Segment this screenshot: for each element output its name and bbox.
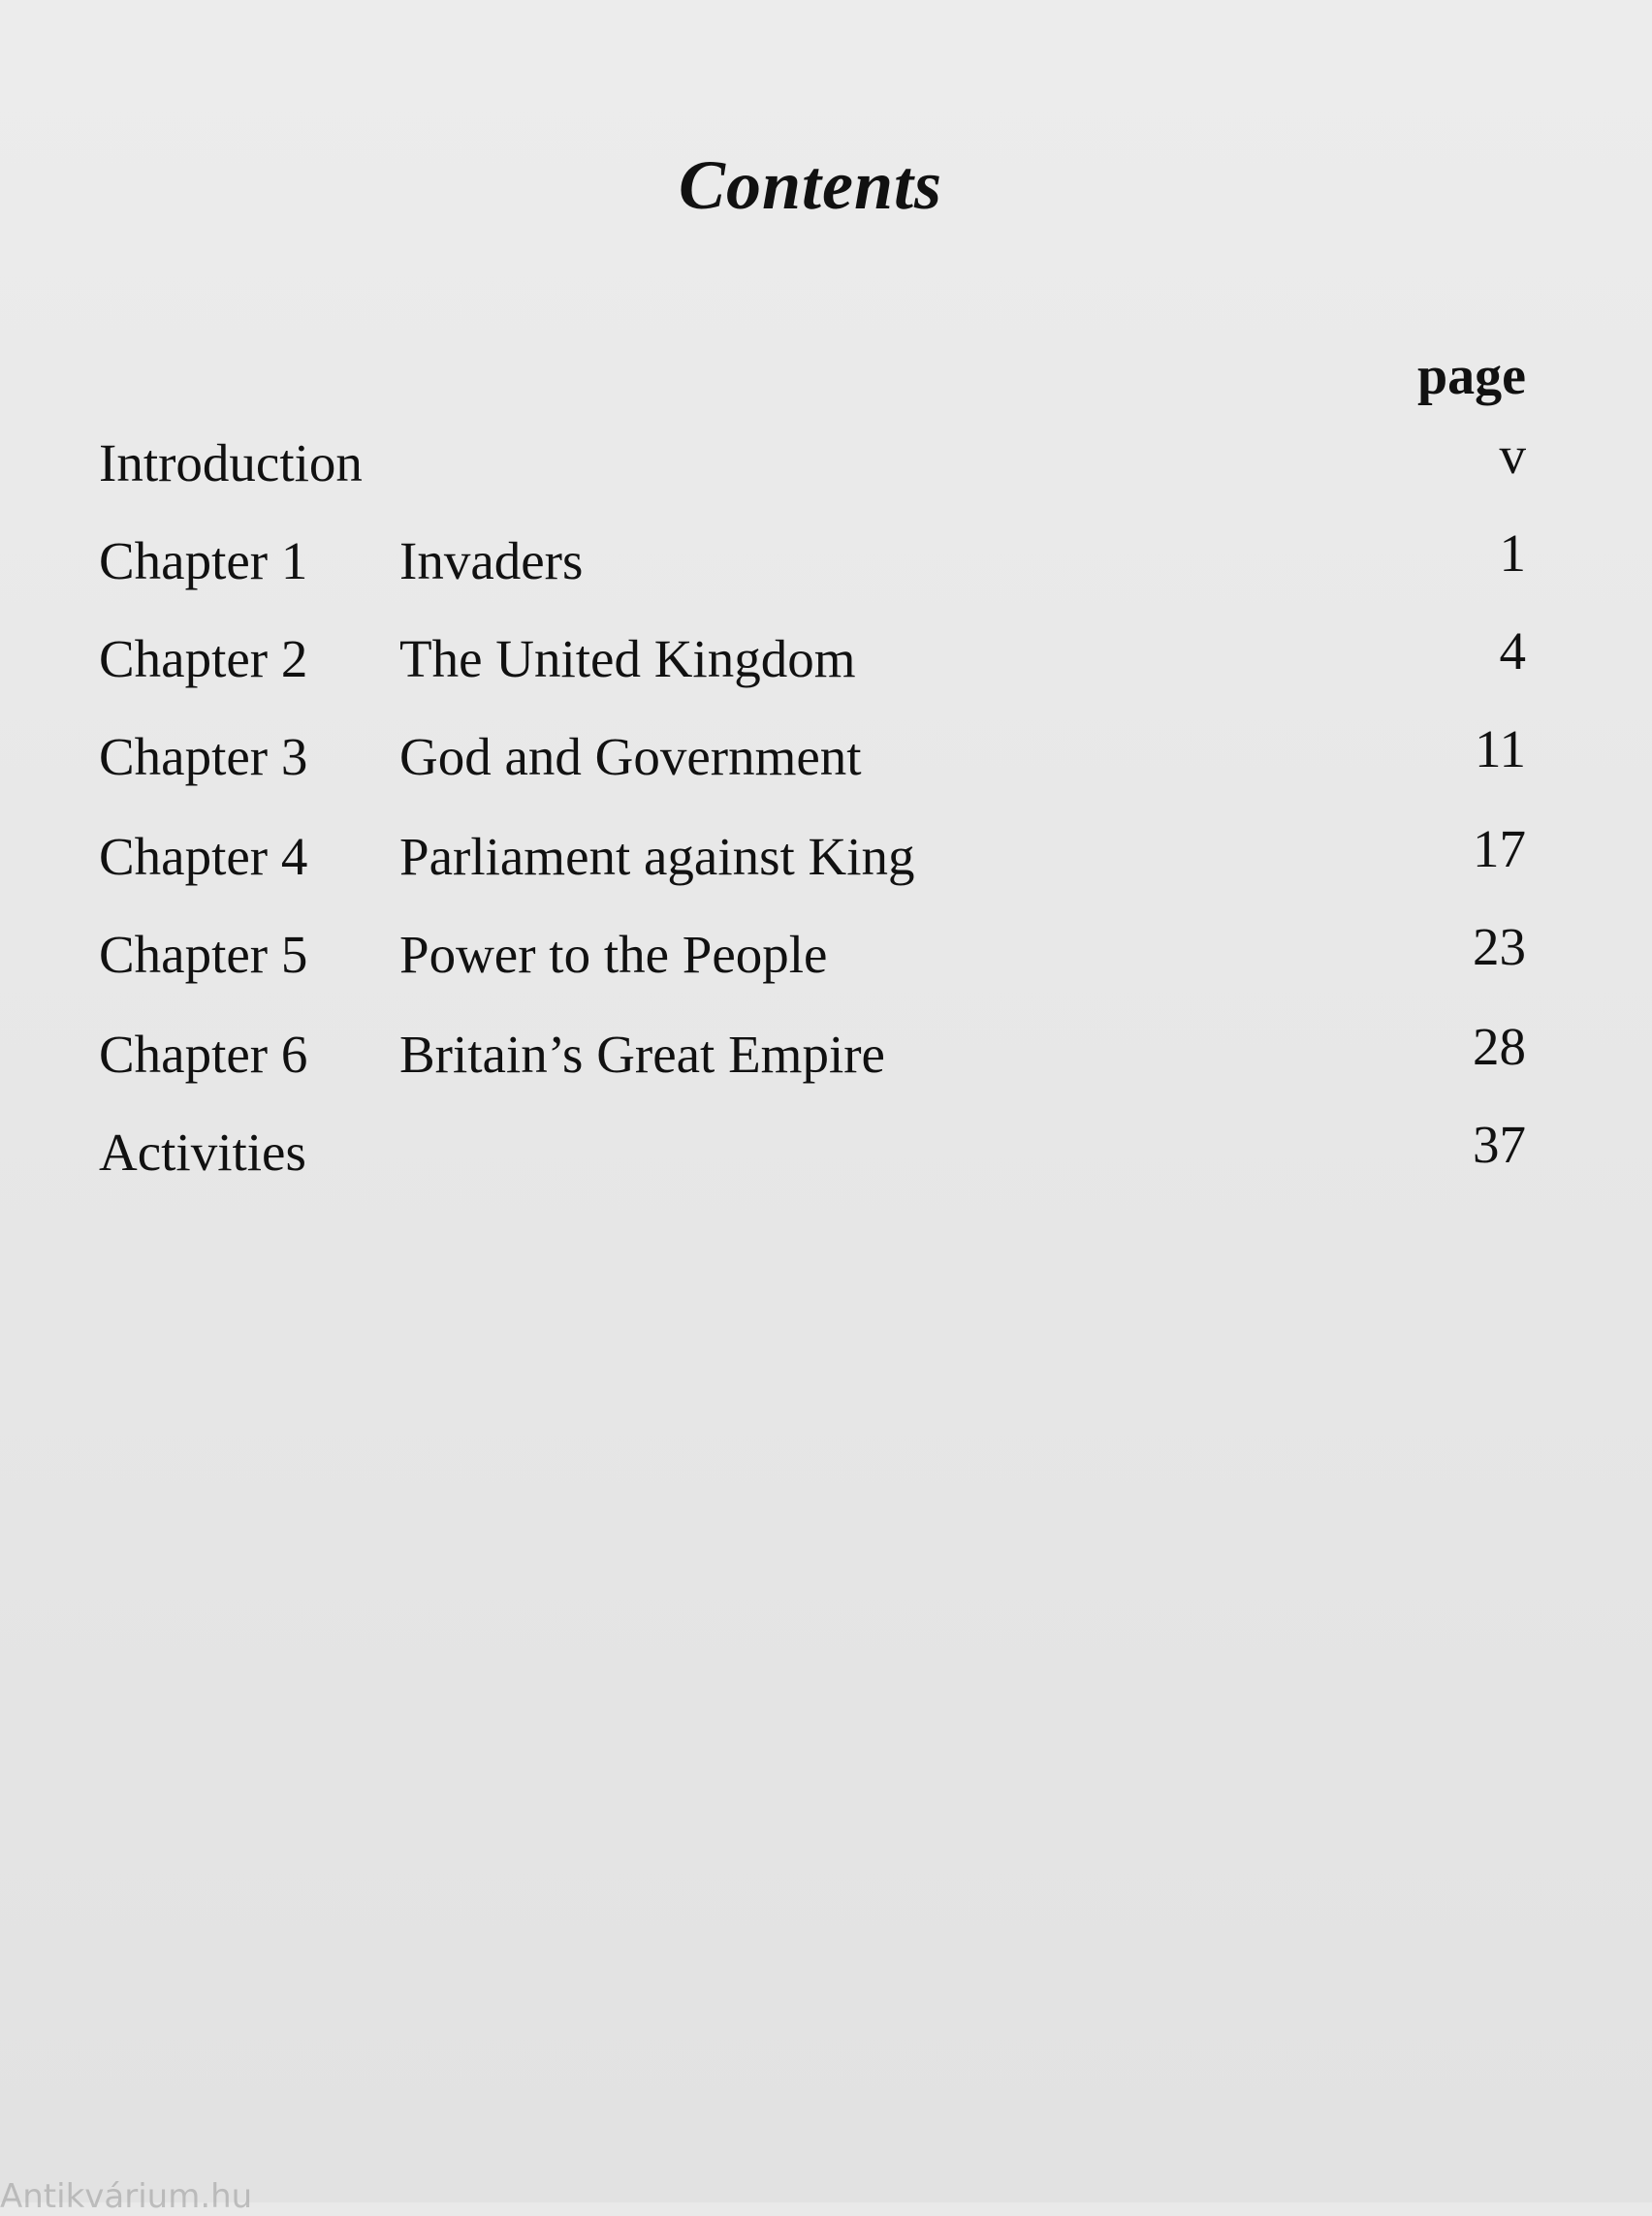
toc-entry-chapter-1 <box>99 523 1526 628</box>
page-column-header: page <box>1417 346 1526 406</box>
toc-entry-page: v <box>1499 426 1526 485</box>
toc-entry-activities <box>99 1115 1526 1219</box>
toc-entry-introduction <box>99 426 1526 530</box>
toc-entry-label: Chapter 2 <box>99 629 308 688</box>
toc-entry-page: 37 <box>1473 1115 1526 1174</box>
toc-entry-page: 23 <box>1473 917 1526 976</box>
table-of-contents <box>99 426 1526 1229</box>
toc-entry-name: Parliament against King <box>399 827 915 886</box>
toc-entry-label: Chapter 5 <box>99 925 308 984</box>
toc-entry-label: Chapter 6 <box>99 1025 308 1084</box>
toc-entry-chapter-3 <box>99 719 1526 824</box>
toc-entry-page: 17 <box>1473 819 1526 878</box>
toc-entry-page: 1 <box>1499 523 1526 583</box>
toc-entry-page: 4 <box>1499 621 1526 681</box>
toc-entry-page: 28 <box>1473 1017 1526 1076</box>
toc-entry-label: Chapter 4 <box>99 827 308 886</box>
toc-entry-name: The United Kingdom <box>399 629 856 688</box>
toc-entry-name: Invaders <box>399 531 584 590</box>
toc-entry-chapter-2 <box>99 621 1526 726</box>
toc-entry-label: Chapter 1 <box>99 531 308 590</box>
toc-entry-name: Power to the People <box>399 925 828 984</box>
toc-entry-name: Britain’s Great Empire <box>399 1025 885 1084</box>
toc-entry-page: 11 <box>1475 719 1526 778</box>
toc-entry-label: Introduction <box>99 433 363 492</box>
contents-title: Contents <box>678 146 943 224</box>
toc-entry-name: God and Government <box>399 727 862 786</box>
toc-entry-label: Chapter 3 <box>99 727 308 786</box>
toc-entry-chapter-4 <box>99 819 1526 924</box>
toc-entry-label: Activities <box>99 1123 306 1182</box>
watermark: Antikvárium.hu <box>0 2177 253 2216</box>
toc-entry-chapter-5 <box>99 917 1526 1022</box>
toc-entry-chapter-6 <box>99 1017 1526 1122</box>
